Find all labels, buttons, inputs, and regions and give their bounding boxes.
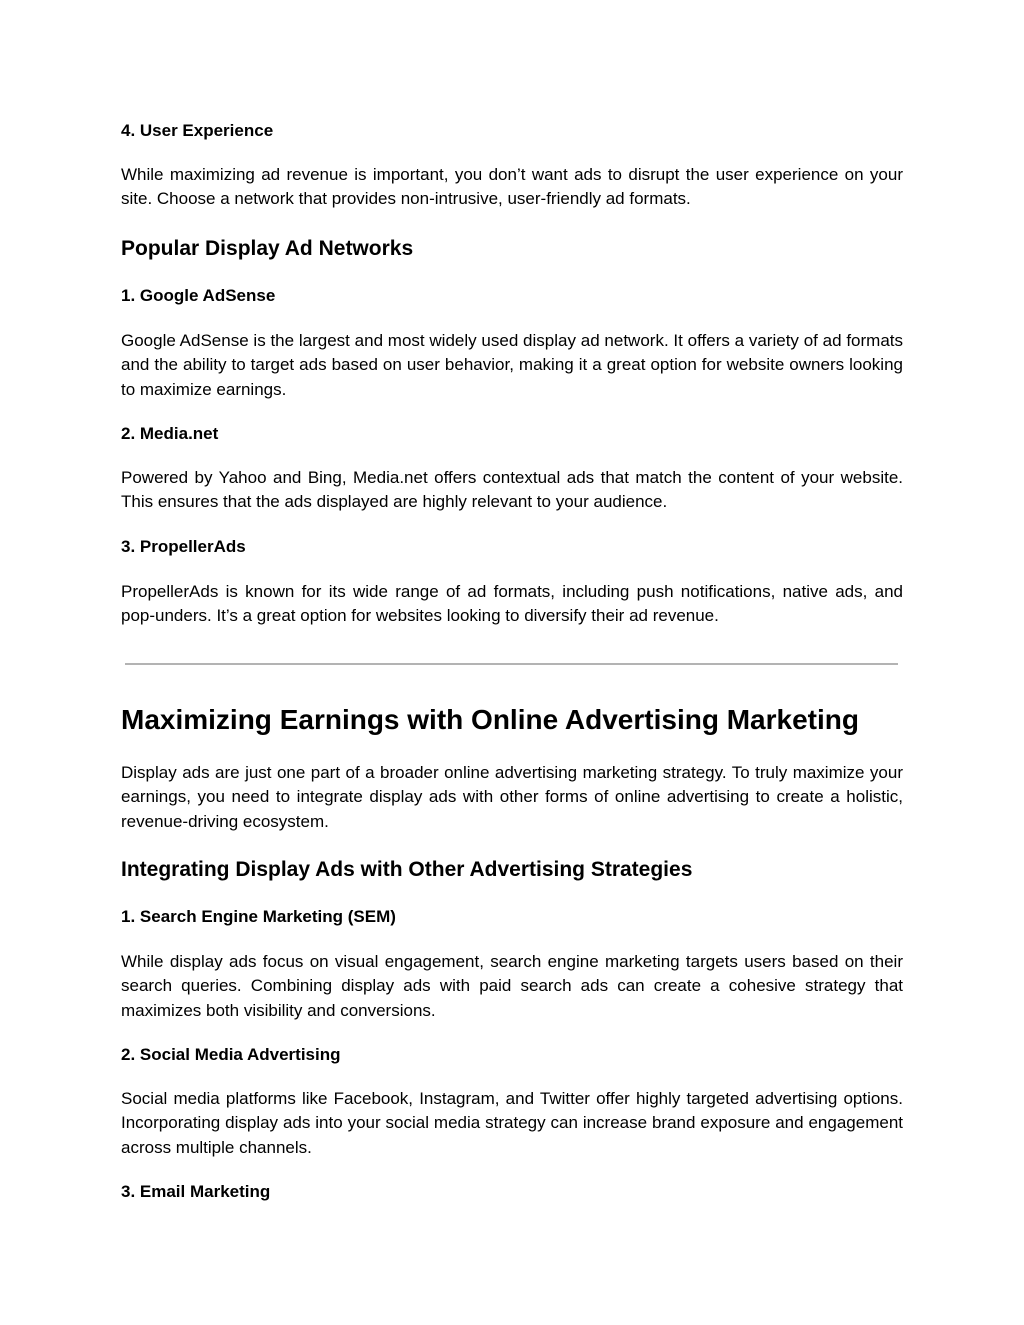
propellerads-heading: 3. PropellerAds — [121, 537, 246, 556]
maximizing-earnings-title: Maximizing Earnings with Online Advertising Marketing — [121, 704, 859, 735]
integrating-strategies-heading: Integrating Display Ads with Other Advertising Strategies — [121, 858, 693, 881]
user-experience-paragraph: While maximizing ad revenue is important, you don’t want ads to disrupt the user experience on your site. Choose a network that provides non-intrusive, user-friendly ad formats. — [121, 165, 903, 209]
email-marketing-heading: 3. Email Marketing — [121, 1182, 271, 1201]
google-adsense-paragraph: Google AdSense is the largest and most widely used display ad network. It offers a variety of ad formats and the ability to target ads based on user behavior, making it a great option for website owners looking to maximize earnings. — [121, 331, 903, 399]
popular-networks-heading: Popular Display Ad Networks — [121, 237, 414, 260]
propellerads-paragraph: PropellerAds is known for its wide range of ad formats, including push notifications, native ads, and pop-unders. It’s a great option for websites looking to diversify their ad revenue. — [121, 582, 903, 626]
google-adsense-heading: 1. Google AdSense — [121, 286, 276, 305]
sem-paragraph: While display ads focus on visual engagement, search engine marketing targets users based on their search queries. Combining display ads with paid search ads can create a cohesive strategy that maximizes both visibility and conversions. — [121, 952, 903, 1020]
media-net-heading: 2. Media.net — [121, 424, 219, 443]
maximizing-earnings-paragraph: Display ads are just one part of a broader online advertising marketing strategy. To truly maximize your earnings, you need to integrate display ads with other forms of online advertising to create a holistic, revenue-driving ecosystem. — [121, 763, 903, 831]
social-media-heading: 2. Social Media Advertising — [121, 1045, 341, 1064]
section-divider — [125, 663, 898, 665]
sem-heading: 1. Search Engine Marketing (SEM) — [121, 907, 396, 926]
social-media-paragraph: Social media platforms like Facebook, Instagram, and Twitter offer highly targeted advertising options. Incorporating display ads into your social media strategy can increase brand exposure and engagement across multiple channels. — [121, 1089, 903, 1157]
user-experience-heading: 4. User Experience — [121, 121, 274, 140]
media-net-paragraph: Powered by Yahoo and Bing, Media.net offers contextual ads that match the content of your website. This ensures that the ads displayed are highly relevant to your audience. — [121, 468, 903, 512]
